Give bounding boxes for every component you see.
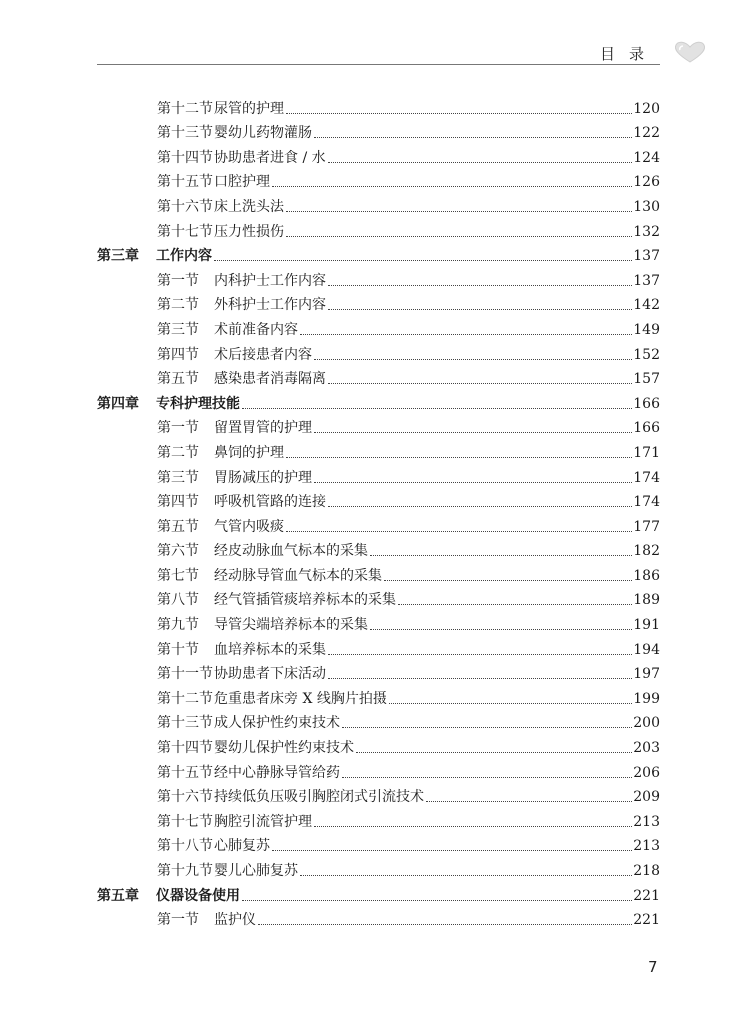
- entry-label: 第十五节: [157, 764, 213, 781]
- entry-title: 经气管插管痰培养标本的采集: [214, 592, 396, 609]
- dot-leader: [314, 482, 632, 483]
- dot-leader: [214, 260, 632, 261]
- entry-title: 经皮动脉血气标本的采集: [214, 543, 368, 560]
- entry-title: 危重患者床旁 X 线胸片拍摄: [214, 690, 387, 707]
- entry-label: 第二节: [157, 297, 199, 314]
- entry-label: 第十七节: [157, 813, 213, 830]
- toc-section-entry: [97, 536, 660, 561]
- entry-label: 第九节: [157, 617, 199, 634]
- toc-section-entry: [97, 265, 660, 290]
- toc-section-entry: [97, 855, 660, 880]
- toc-section-entry: [97, 732, 660, 757]
- dot-leader: [426, 801, 632, 802]
- toc-chapter-entry: [97, 388, 660, 413]
- entry-title: 胸腔引流管护理: [214, 813, 312, 830]
- entry-page-number: 166: [633, 420, 660, 437]
- dot-leader: [370, 555, 632, 556]
- entry-page-number: 137: [633, 248, 660, 265]
- entry-title: 经中心静脉导管给药: [214, 764, 340, 781]
- entry-label: 第十九节: [157, 863, 213, 879]
- entry-label: 第十五节: [157, 174, 213, 191]
- heart-logo-icon: [673, 40, 707, 64]
- toc-section-entry: [97, 167, 660, 192]
- toc-section-entry: [97, 118, 660, 143]
- toc-section-entry: [97, 437, 660, 462]
- entry-page-number: 130: [633, 198, 660, 215]
- entry-label: 第十一节: [157, 666, 213, 683]
- dot-leader: [370, 629, 632, 630]
- entry-label: 第十四节: [157, 740, 213, 757]
- toc-section-entry: [97, 831, 660, 856]
- entry-page-number: 124: [633, 149, 660, 166]
- entry-label: 第三节: [157, 469, 199, 486]
- dot-leader: [286, 531, 632, 532]
- entry-page-number: 191: [633, 617, 660, 634]
- entry-page-number: 197: [633, 666, 660, 683]
- dot-leader: [328, 162, 633, 163]
- entry-title: 成人保护性约束技术: [214, 715, 340, 732]
- dot-leader: [314, 432, 632, 433]
- entry-page-number: 203: [633, 740, 660, 757]
- dot-leader: [300, 334, 632, 335]
- entry-title: 床上洗头法: [214, 198, 284, 215]
- entry-title: 仪器设备使用: [156, 887, 240, 904]
- dot-leader: [286, 457, 632, 458]
- entry-label: 第一节: [157, 420, 199, 437]
- toc-section-entry: [97, 708, 660, 733]
- toc-section-entry: [97, 216, 660, 241]
- entry-page-number: 206: [633, 764, 660, 781]
- table-of-contents: [97, 93, 660, 929]
- dot-leader: [384, 580, 632, 581]
- dot-leader: [242, 408, 632, 409]
- dot-leader: [328, 506, 632, 507]
- toc-section-entry: [97, 806, 660, 831]
- entry-label: 第四节: [157, 494, 199, 511]
- entry-title: 内科护士工作内容: [214, 272, 326, 289]
- dot-leader: [272, 186, 632, 187]
- toc-section-entry: [97, 339, 660, 364]
- entry-title: 持续低负压吸引胸腔闭式引流技术: [214, 789, 424, 806]
- dot-leader: [328, 678, 632, 679]
- entry-label: 第六节: [157, 543, 199, 560]
- entry-label: 第五节: [157, 371, 199, 388]
- entry-title: 口腔护理: [214, 174, 270, 191]
- entry-title: 工作内容: [156, 248, 212, 265]
- dot-leader: [314, 137, 632, 138]
- entry-title: 术前准备内容: [214, 321, 298, 338]
- entry-title: 协助患者进食 / 水: [214, 149, 326, 166]
- dot-leader: [314, 359, 632, 360]
- dot-leader: [258, 924, 632, 925]
- entry-page-number: 199: [633, 690, 660, 707]
- dot-leader: [242, 900, 632, 901]
- toc-section-entry: [97, 462, 660, 487]
- entry-page-number: 218: [633, 863, 660, 879]
- dot-leader: [356, 752, 632, 753]
- toc-section-entry: [97, 511, 660, 536]
- toc-section-entry: [97, 314, 660, 339]
- entry-label: 第二节: [157, 444, 199, 461]
- entry-label: 第一节: [157, 272, 199, 289]
- entry-label: 第四章: [97, 395, 139, 412]
- entry-title: 心肺复苏: [214, 838, 270, 855]
- entry-page-number: 213: [633, 838, 660, 855]
- dot-leader: [286, 236, 632, 237]
- dot-leader: [328, 383, 632, 384]
- entry-title: 婴幼儿保护性约束技术: [214, 740, 354, 757]
- entry-label: 第三章: [97, 248, 139, 265]
- entry-title: 监护仪: [214, 912, 256, 929]
- entry-label: 第十二节: [157, 100, 213, 117]
- entry-page-number: 142: [633, 297, 660, 314]
- toc-section-entry: [97, 290, 660, 315]
- dot-leader: [300, 875, 632, 876]
- entry-label: 第一节: [157, 912, 199, 929]
- entry-label: 第十八节: [157, 838, 213, 855]
- entry-page-number: 213: [633, 813, 660, 830]
- header-rule: [97, 64, 660, 65]
- entry-label: 第四节: [157, 346, 199, 363]
- entry-title: 导管尖端培养标本的采集: [214, 617, 368, 634]
- dot-leader: [286, 211, 632, 212]
- toc-section-entry: [97, 782, 660, 807]
- toc-section-entry: [97, 487, 660, 512]
- entry-title: 协助患者下床活动: [214, 666, 326, 683]
- entry-page-number: 149: [633, 321, 660, 338]
- toc-section-entry: [97, 659, 660, 684]
- entry-label: 第三节: [157, 321, 199, 338]
- entry-title: 鼻饲的护理: [214, 444, 284, 461]
- toc-section-entry: [97, 364, 660, 389]
- entry-title: 血培养标本的采集: [214, 641, 326, 658]
- entry-label: 第十七节: [157, 223, 213, 240]
- entry-title: 感染患者消毒隔离: [214, 371, 326, 388]
- entry-title: 经动脉导管血气标本的采集: [214, 567, 382, 584]
- entry-title: 气管内吸痰: [214, 518, 284, 535]
- entry-page-number: 186: [633, 567, 660, 584]
- entry-page-number: 189: [633, 592, 660, 609]
- entry-label: 第十二节: [157, 690, 213, 707]
- dot-leader: [328, 309, 632, 310]
- entry-page-number: 209: [633, 789, 660, 806]
- entry-page-number: 177: [633, 518, 660, 535]
- page-number: 7: [648, 958, 658, 976]
- toc-section-entry: [97, 191, 660, 216]
- entry-page-number: 171: [633, 444, 660, 461]
- toc-section-entry: [97, 142, 660, 167]
- entry-label: 第十四节: [157, 149, 213, 166]
- entry-title: 留置胃管的护理: [214, 420, 312, 437]
- entry-label: 第十三节: [157, 715, 213, 732]
- entry-page-number: 200: [633, 715, 660, 732]
- entry-title: 术后接患者内容: [214, 346, 312, 363]
- toc-section-entry: [97, 609, 660, 634]
- dot-leader: [328, 654, 632, 655]
- dot-leader: [272, 850, 632, 851]
- running-header-title: 目录: [599, 45, 658, 63]
- entry-title: 专科护理技能: [156, 395, 240, 412]
- entry-title: 胃肠减压的护理: [214, 469, 312, 486]
- toc-section-entry: [97, 634, 660, 659]
- entry-title: 尿管的护理: [214, 100, 284, 117]
- entry-label: 第十三节: [157, 125, 213, 142]
- toc-section-entry: [97, 560, 660, 585]
- toc-section-entry: [97, 585, 660, 610]
- entry-title: 外科护士工作内容: [214, 297, 326, 314]
- entry-page-number: 174: [633, 469, 660, 486]
- dot-leader: [398, 604, 632, 605]
- entry-title: 婴幼儿药物灌肠: [214, 125, 312, 142]
- entry-title: 婴儿心肺复苏: [214, 863, 298, 879]
- entry-page-number: 157: [633, 371, 660, 388]
- entry-page-number: 174: [633, 494, 660, 511]
- entry-title: 压力性损伤: [214, 223, 284, 240]
- toc-section-entry: [97, 93, 660, 118]
- dot-leader: [389, 703, 632, 704]
- dot-leader: [286, 113, 632, 114]
- entry-label: 第五节: [157, 518, 199, 535]
- entry-page-number: 152: [633, 346, 660, 363]
- entry-page-number: 132: [633, 223, 660, 240]
- toc-section-entry: [97, 413, 660, 438]
- entry-label: 第十节: [157, 641, 199, 658]
- dot-leader: [314, 826, 632, 827]
- entry-page-number: 122: [633, 125, 660, 142]
- toc-chapter-entry: [97, 880, 660, 905]
- entry-page-number: 137: [633, 272, 660, 289]
- toc-section-entry: [97, 757, 660, 782]
- entry-page-number: 120: [633, 100, 660, 117]
- entry-page-number: 194: [633, 641, 660, 658]
- entry-page-number: 221: [633, 887, 660, 904]
- entry-page-number: 221: [633, 912, 660, 929]
- entry-label: 第十六节: [157, 789, 213, 806]
- dot-leader: [342, 727, 632, 728]
- entry-label: 第七节: [157, 567, 199, 584]
- entry-label: 第十六节: [157, 198, 213, 215]
- toc-chapter-entry: [97, 241, 660, 266]
- entry-label: 第五章: [97, 887, 139, 904]
- entry-page-number: 182: [633, 543, 660, 560]
- dot-leader: [328, 285, 632, 286]
- entry-title: 呼吸机管路的连接: [214, 494, 326, 511]
- entry-page-number: 126: [633, 174, 660, 191]
- toc-section-entry: [97, 683, 660, 708]
- dot-leader: [342, 777, 632, 778]
- entry-page-number: 166: [633, 395, 660, 412]
- toc-section-entry: [97, 905, 660, 930]
- entry-label: 第八节: [157, 592, 199, 609]
